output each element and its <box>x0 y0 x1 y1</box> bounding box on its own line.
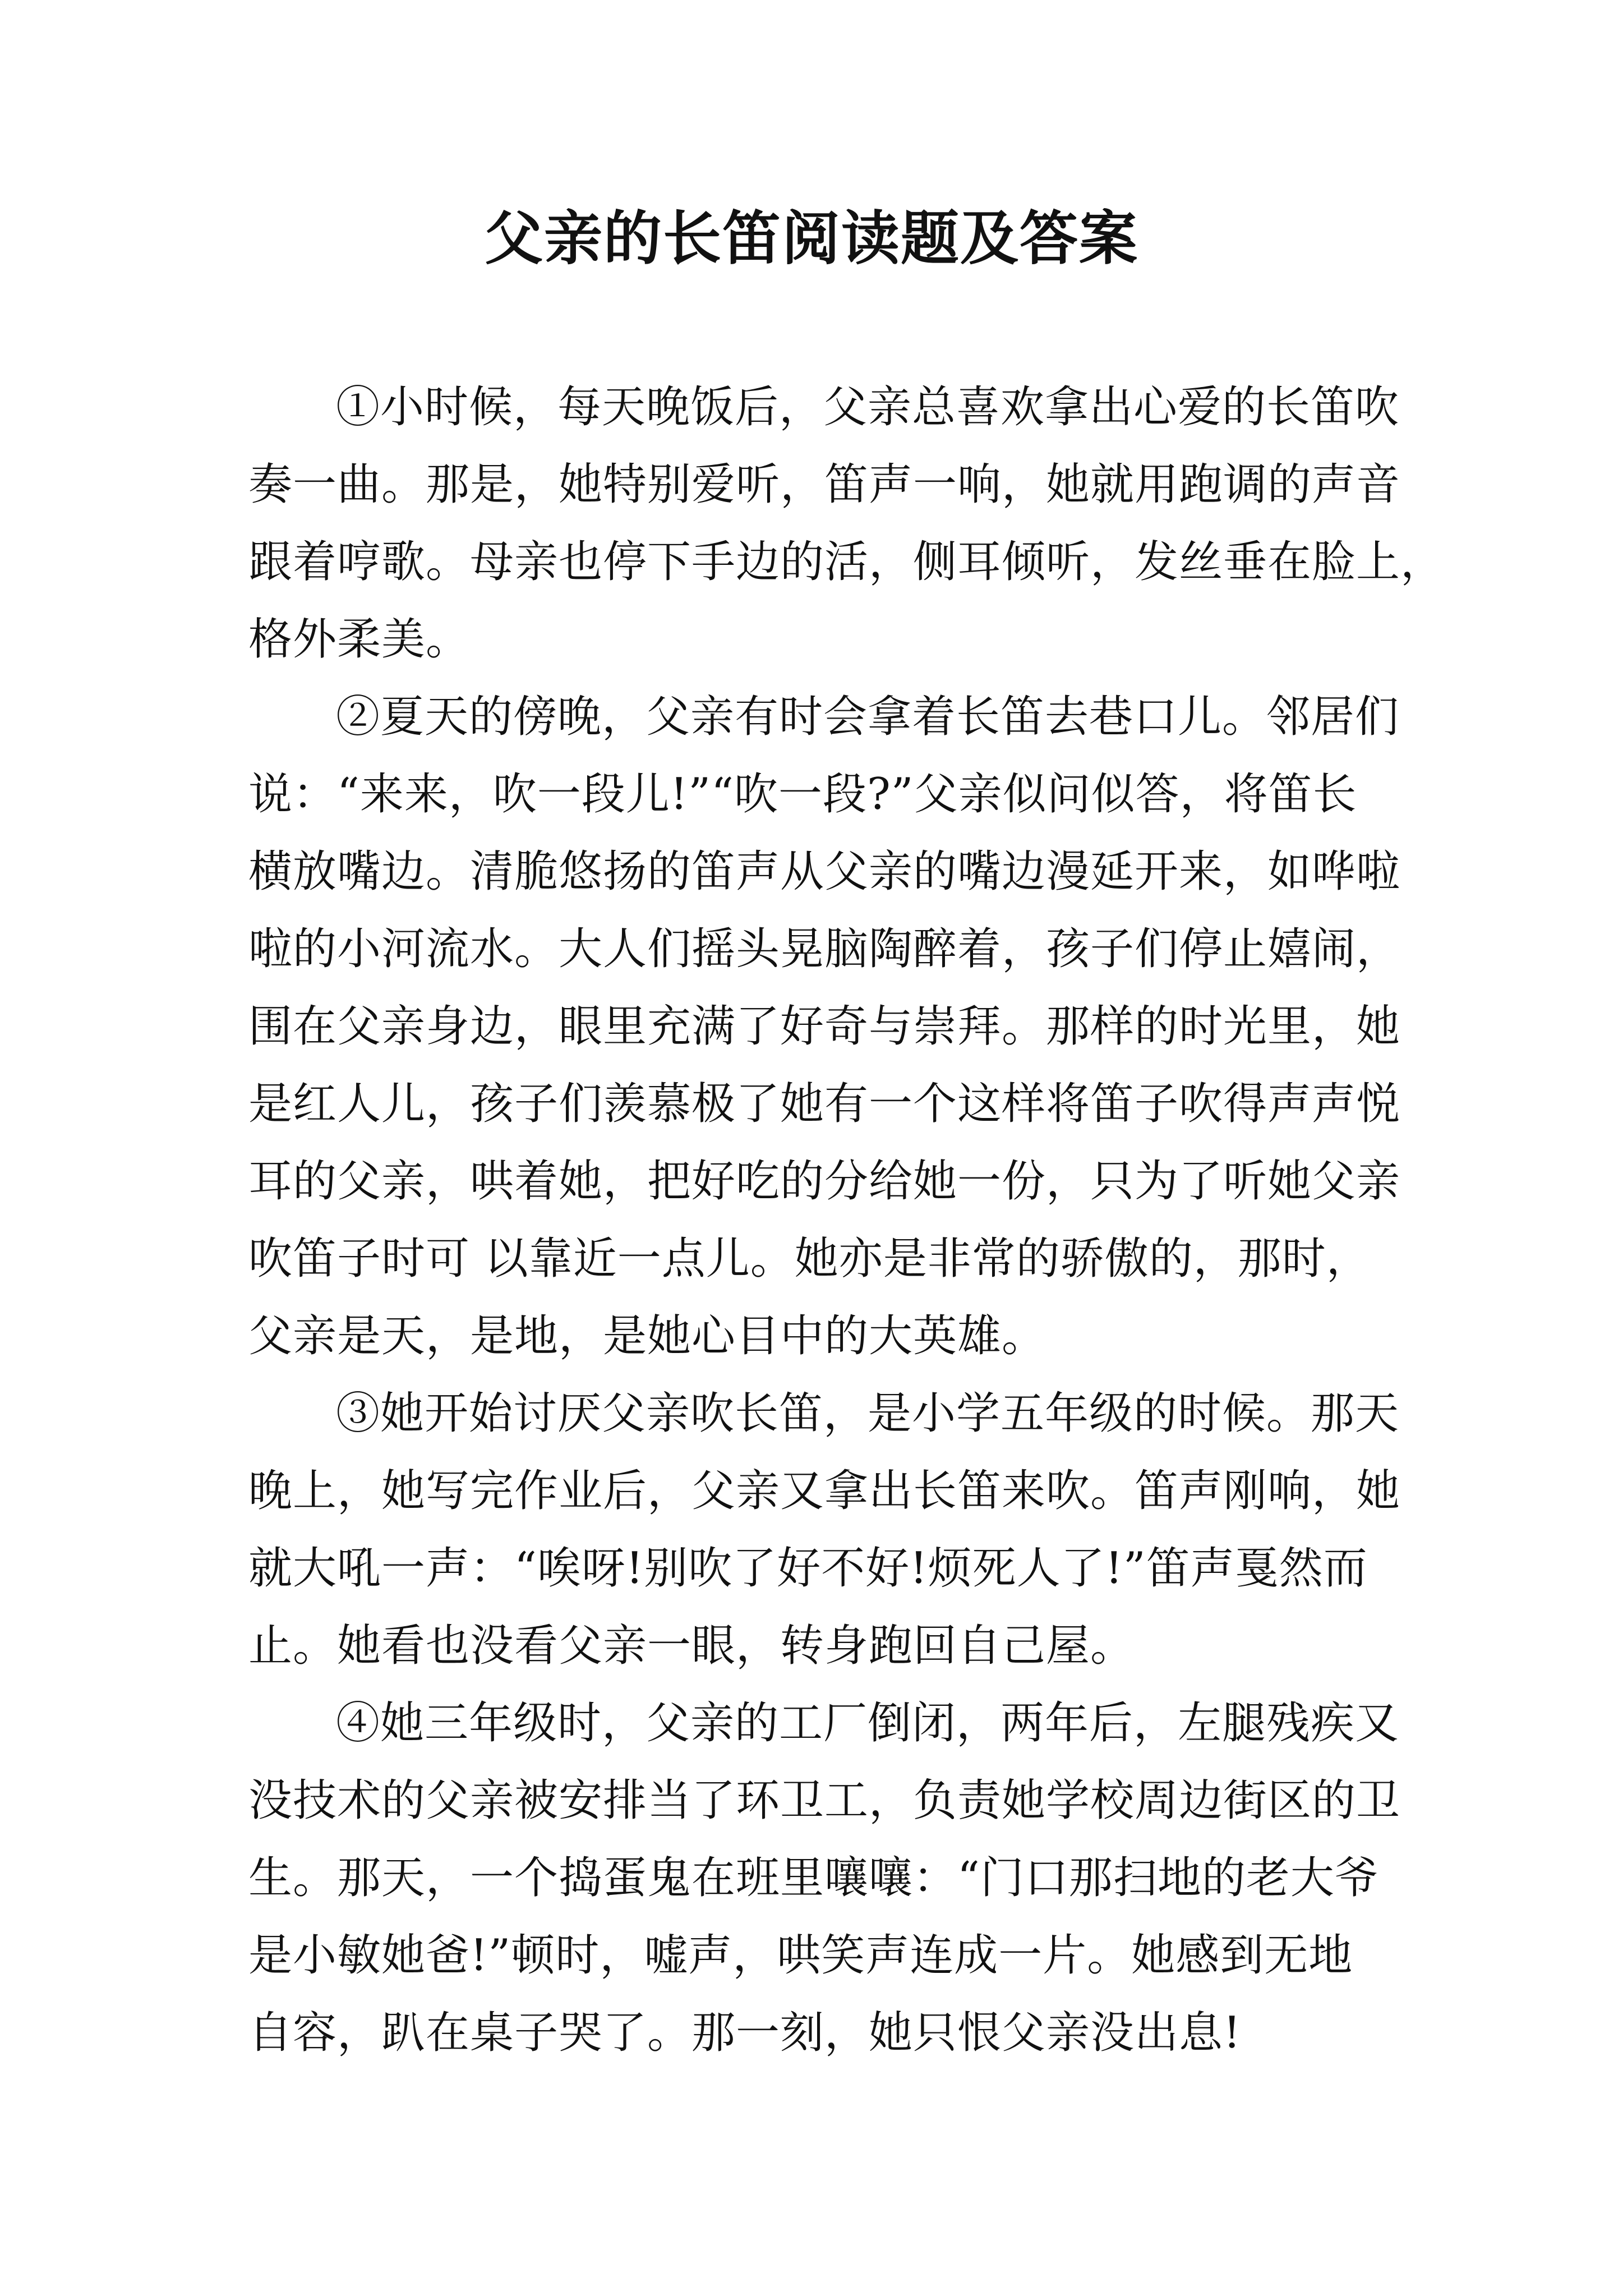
text-line: ③她开始讨厌父亲吹长笛，是小学五年级的时候。那天 <box>336 1388 1400 1439</box>
text-line: 奏一曲。那是，她特别爱听，笛声一响，她就用跑调的声音 <box>248 459 1401 510</box>
document-title: 父亲的长笛阅读题及答案 <box>484 204 1138 273</box>
text-line: 耳的父亲，哄着她，把好吃的分给她一份，只为了听她父亲 <box>248 1156 1401 1207</box>
text-line: 晚上，她写完作业后，父亲又拿出长笛来吹。笛声刚响，她 <box>248 1466 1401 1516</box>
paragraph-1 <box>248 369 1445 678</box>
text-line: ①小时候，每天晚饭后，父亲总喜欢拿出心爱的长笛吹 <box>336 382 1400 432</box>
text-line: 跟着哼歌。母亲也停下手边的活，侧耳倾听，发丝垂在脸上， <box>248 537 1445 587</box>
text-line: ②夏天的傍晚，父亲有时会拿着长笛去巷口儿。邻居们 <box>336 692 1400 742</box>
text-line: 父亲是天，是地，是她心目中的大英雄。 <box>248 1311 1046 1361</box>
text-line: ④她三年级时，父亲的工厂倒闭，两年后，左腿残疾又 <box>336 1698 1400 1749</box>
text-line: 自容，趴在桌子哭了。那一刻，她只恨父亲没出息! <box>248 2008 1242 2058</box>
paragraph-2 <box>248 678 1401 1375</box>
text-line: 格外柔美。 <box>248 614 471 665</box>
text-line: 没技术的父亲被安排当了环卫工，负责她学校周边街区的卫 <box>248 1775 1401 1826</box>
article-body <box>248 369 1445 2072</box>
text-line: 生。那天，一个捣蛋鬼在班里嚷嚷：“门口那扫地的老大爷 <box>248 1853 1379 1903</box>
text-line: 吹笛子时可 以靠近一点儿。她亦是非常的骄傲的，那时， <box>248 1234 1371 1284</box>
text-line: 就大吼一声：“唉呀!别吹了好不好!烦死人了!”笛声戛然而 <box>248 1543 1368 1594</box>
paragraph-4 <box>248 1685 1401 2072</box>
text-line: 止。她看也没看父亲一眼，转身跑回自己屋。 <box>248 1621 1135 1671</box>
text-line: 是小敏她爸!”顿时，嘘声，哄笑声连成一片。她感到无地 <box>248 1930 1353 1981</box>
paragraph-3 <box>248 1375 1401 1685</box>
text-line: 围在父亲身边，眼里充满了好奇与崇拜。那样的时光里，她 <box>248 1001 1401 1052</box>
text-line: 说：“来来，吹一段儿!”“吹一段?”父亲似问似答，将笛长 <box>248 769 1357 820</box>
text-line: 横放嘴边。清脆悠扬的笛声从父亲的嘴边漫延开来，如哗啦 <box>248 846 1401 897</box>
text-line: 是红人儿，孩子们羡慕极了她有一个这样将笛子吹得声声悦 <box>248 1079 1401 1129</box>
text-line: 啦的小河流水。大人们摇头晃脑陶醉着，孩子们停止嬉闹， <box>248 924 1401 974</box>
